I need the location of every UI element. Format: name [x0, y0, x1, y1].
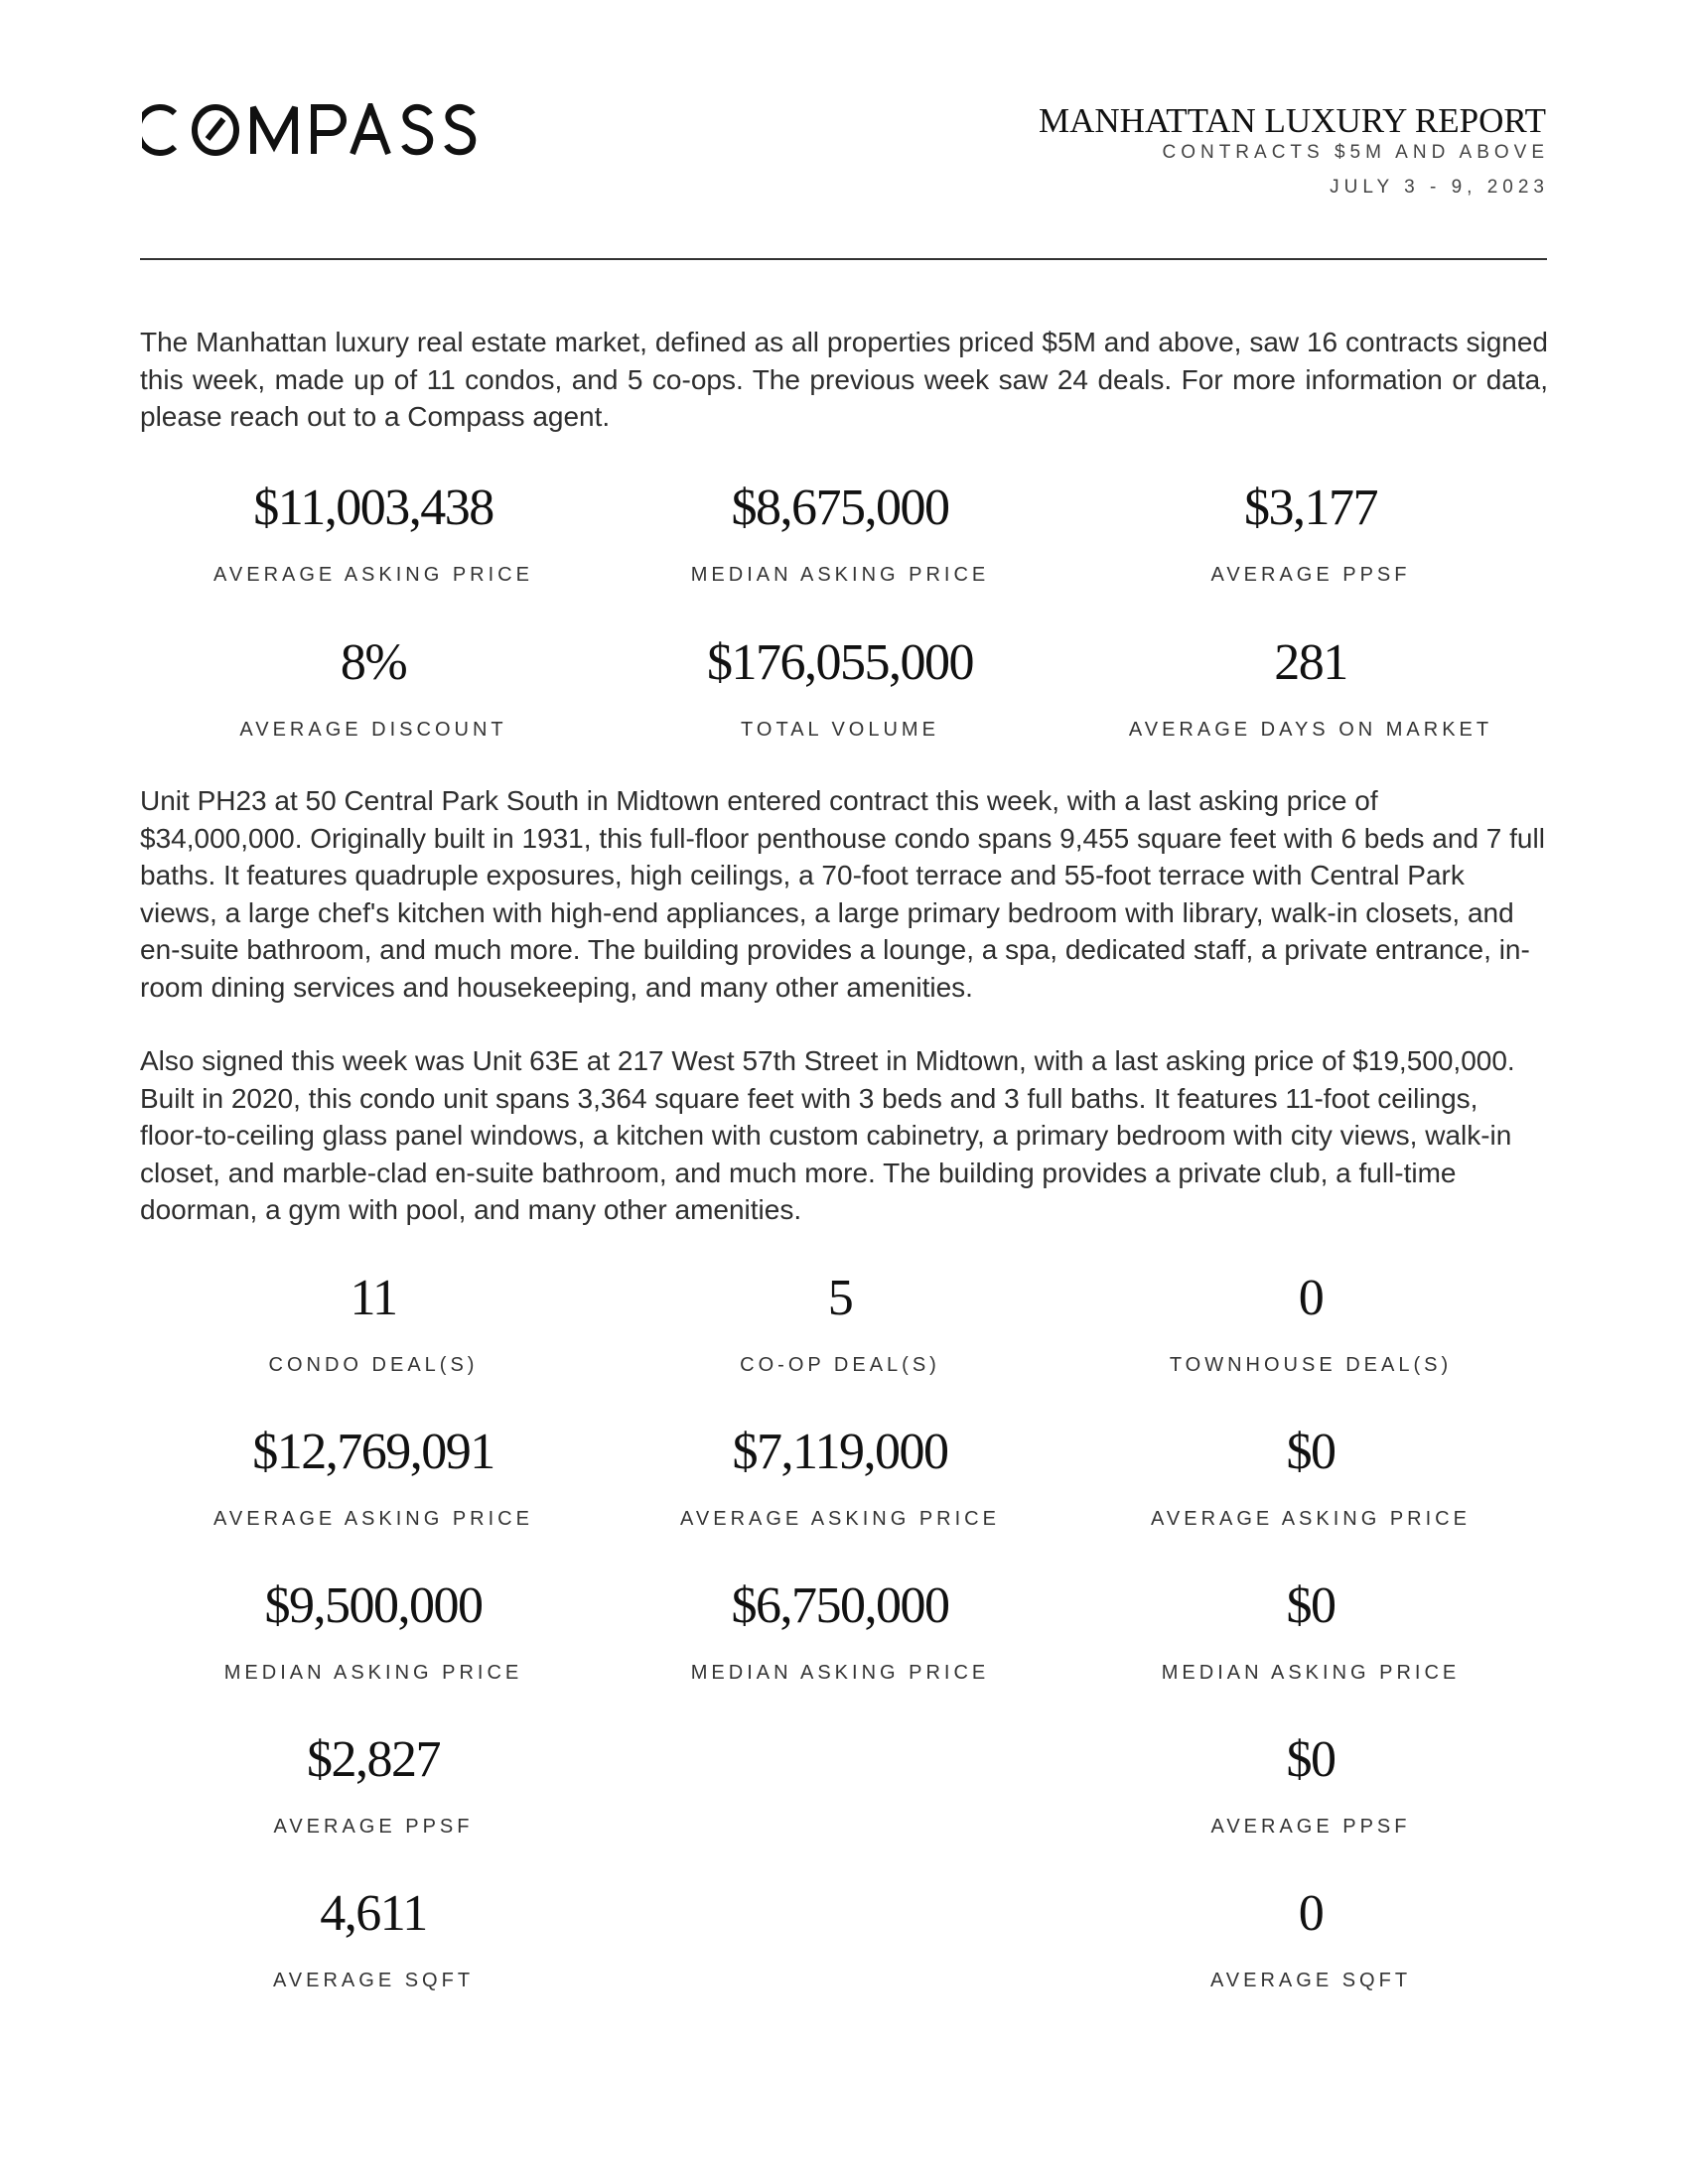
townhouse-median-asking-price [1076, 1576, 1545, 1684]
report-date-range: JULY 3 - 9, 2023 [1330, 177, 1549, 198]
stat-value: 0 [1298, 1885, 1324, 1942]
stat-label: TOWNHOUSE DEAL(S) [1169, 1354, 1453, 1376]
stat-average-ppsf [1076, 478, 1545, 586]
stat-label: CO-OP DEAL(S) [740, 1354, 940, 1376]
stat-label: CONDO DEAL(S) [268, 1354, 479, 1376]
stat-label: AVERAGE SQFT [272, 1970, 475, 1991]
stat-value: 0 [1298, 1270, 1324, 1326]
townhouse-average-asking-price [1076, 1423, 1545, 1530]
stat-label: MEDIAN ASKING PRICE [1161, 1662, 1461, 1684]
stat-value: 4,611 [320, 1885, 427, 1942]
coop-median-asking-price [606, 1576, 1074, 1684]
stat-label: AVERAGE ASKING PRICE [213, 564, 533, 586]
compass-wordmark-icon [142, 103, 563, 157]
stat-label: AVERAGE PPSF [273, 1816, 474, 1838]
stat-value: $9,500,000 [264, 1577, 483, 1634]
stat-value: $7,119,000 [732, 1424, 948, 1480]
stat-label: MEDIAN ASKING PRICE [690, 564, 990, 586]
header-divider [140, 258, 1547, 260]
stat-label: AVERAGE DISCOUNT [239, 719, 507, 741]
coop-deals [606, 1269, 1074, 1376]
stat-label: AVERAGE ASKING PRICE [1151, 1508, 1471, 1530]
report-subtitle: CONTRACTS $5M AND ABOVE [1162, 142, 1549, 163]
stat-value: $176,055,000 [707, 634, 973, 691]
stat-value: $11,003,438 [253, 479, 493, 536]
stat-value: $8,675,000 [731, 479, 949, 536]
stat-label: AVERAGE DAYS ON MARKET [1128, 719, 1493, 741]
stat-median-asking-price [606, 478, 1074, 586]
stat-value: $12,769,091 [252, 1424, 494, 1480]
stat-label: AVERAGE PPSF [1210, 564, 1411, 586]
stat-value: $3,177 [1244, 479, 1377, 536]
townhouse-average-ppsf [1076, 1730, 1545, 1838]
condo-deals [139, 1269, 608, 1376]
stat-average-discount [139, 633, 608, 741]
stat-value: $2,827 [307, 1731, 440, 1788]
townhouse-deals [1076, 1269, 1545, 1376]
townhouse-average-sqft [1076, 1884, 1545, 1991]
compass-logo [142, 103, 563, 157]
stat-label: AVERAGE ASKING PRICE [680, 1508, 1000, 1530]
condo-median-asking-price [139, 1576, 608, 1684]
stat-value: $0 [1286, 1577, 1336, 1634]
stat-value: 8% [340, 634, 407, 691]
condo-average-asking-price [139, 1423, 608, 1530]
stat-label: MEDIAN ASKING PRICE [223, 1662, 523, 1684]
feature-listing-paragraph-1: Unit PH23 at 50 Central Park South in Midtown entered contract this week, with a last asking price of $34,000,000. Originally built in 1931, this full-floor penthouse condo spans 9,455 square feet with 6 beds and 7 full baths. It features quadruple exposures, high ceilings, a 70-foot terrace and 55-foot terrace with Central Park views, a large chef's kitchen with high-end appliances, a large primary bedroom with library, walk-in closets, and en-suite bathroom, and much more. The building provides a lounge, a spa, dedicated staff, a private entrance, in-room dining services and housekeeping, and many other amenities. [140, 785, 1545, 1003]
stat-average-days-on-market [1076, 633, 1545, 741]
stat-value: 5 [827, 1270, 853, 1326]
stat-label: TOTAL VOLUME [741, 719, 939, 741]
stat-value: 11 [350, 1270, 397, 1326]
stat-label: AVERAGE PPSF [1210, 1816, 1411, 1838]
stat-value: 281 [1274, 634, 1347, 691]
stat-value: $6,750,000 [731, 1577, 949, 1634]
condo-average-ppsf [139, 1730, 608, 1838]
condo-average-sqft [139, 1884, 608, 1991]
feature-listing-paragraph-2: Also signed this week was Unit 63E at 217 West 57th Street in Midtown, with a last asking price of $19,500,000. Built in 2020, this condo unit spans 3,364 square feet with 3 beds and 3 full baths. It features 11-foot ceilings, floor-to-ceiling glass panel windows, a kitchen with custom cabinetry, a primary bedroom with city views, walk-in closet, and marble-clad en-suite bathroom, and much more. The building provides a private club, a full-time doorman, a gym with pool, and many other amenities. [140, 1045, 1515, 1225]
stat-value: $0 [1286, 1424, 1336, 1480]
intro-paragraph: The Manhattan luxury real estate market, defined as all properties priced $5M and above, saw 16 contracts signed this week, made up of 11 condos, and 5 co-ops. The previous week saw 24 deals. For more information or data, please reach out to a Compass agent. [140, 327, 1548, 432]
stat-label: AVERAGE ASKING PRICE [213, 1508, 533, 1530]
report-title: MANHATTAN LUXURY REPORT [1038, 101, 1546, 140]
stat-average-asking-price [139, 478, 608, 586]
stat-total-volume [606, 633, 1074, 741]
coop-average-asking-price [606, 1423, 1074, 1530]
stat-label: AVERAGE SQFT [1209, 1970, 1412, 1991]
stat-label: MEDIAN ASKING PRICE [690, 1662, 990, 1684]
stat-value: $0 [1286, 1731, 1336, 1788]
